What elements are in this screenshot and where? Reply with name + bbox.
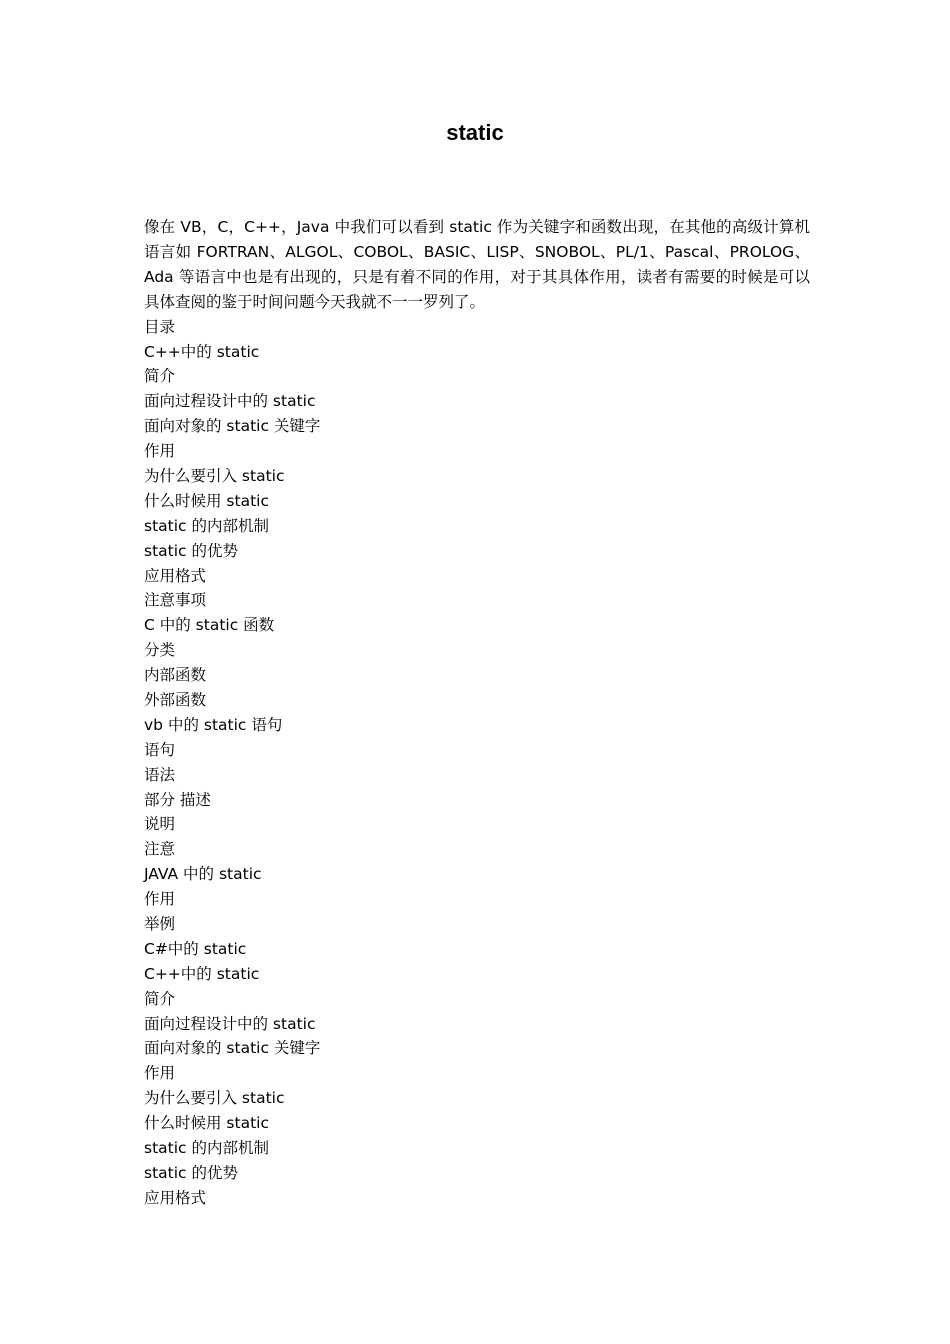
toc-item: 什么时候用 static	[144, 1114, 269, 1133]
toc-item: 说明	[144, 815, 176, 834]
toc-item: JAVA 中的 static	[144, 865, 262, 884]
toc-item: 分类	[144, 641, 176, 660]
toc-item: static 的内部机制	[144, 1139, 269, 1158]
intro-paragraph: 像在 VB，C，C++，Java 中我们可以看到 static 作为关键字和函数出现，在其他的高级计算机语言如 FORTRAN、ALGOL、COBOL、BASIC、LISP、SNOBOL、PL/1、Pascal、PROLOG、Ada 等语言中也是有出现的，只是有着不同的作用，对于其具体作用，读者有需要的时候是可以具体查阅的鉴于时间问题今天我就不一一罗列了。	[144, 218, 810, 311]
toc-item: 简介	[144, 989, 176, 1008]
toc-item: 应用格式	[144, 566, 207, 585]
toc-item: 面向过程设计中的 static	[144, 1014, 316, 1033]
toc-item: 面向对象的 static 关键字	[144, 417, 321, 436]
toc-item: 目录	[144, 317, 176, 336]
toc-item: 语法	[144, 765, 176, 784]
toc-item: C++中的 static	[144, 342, 260, 361]
toc-item: C#中的 static	[144, 939, 247, 958]
toc-item: 应用格式	[144, 1188, 207, 1207]
toc-item: 语句	[144, 740, 176, 759]
toc-item: static 的优势	[144, 541, 238, 560]
toc-item: 作用	[144, 442, 176, 461]
toc-item: 为什么要引入 static	[144, 1089, 285, 1108]
toc-item: C++中的 static	[144, 964, 260, 983]
toc-item: 内部函数	[144, 666, 207, 685]
toc-item: 作用	[144, 890, 176, 909]
toc-item: 为什么要引入 static	[144, 466, 285, 485]
toc-item: static 的优势	[144, 1163, 238, 1182]
document-body	[144, 215, 810, 1211]
toc-item: 举例	[144, 915, 176, 933]
toc-item: static 的内部机制	[144, 516, 269, 535]
toc-item: 部分 描述	[144, 790, 211, 809]
toc-item: 注意事项	[144, 591, 207, 610]
table-of-contents	[144, 315, 810, 1211]
toc-item: 简介	[144, 367, 176, 386]
document-title: static	[446, 120, 504, 145]
toc-item: 面向对象的 static 关键字	[144, 1039, 321, 1058]
toc-item: 注意	[144, 840, 176, 859]
toc-item: 面向过程设计中的 static	[144, 392, 316, 411]
toc-item: 什么时候用 static	[144, 491, 269, 510]
toc-item: vb 中的 static 语句	[144, 715, 283, 734]
toc-item: C 中的 static 函数	[144, 616, 275, 635]
toc-item: 作用	[144, 1064, 176, 1083]
toc-item: 外部函数	[144, 690, 207, 709]
